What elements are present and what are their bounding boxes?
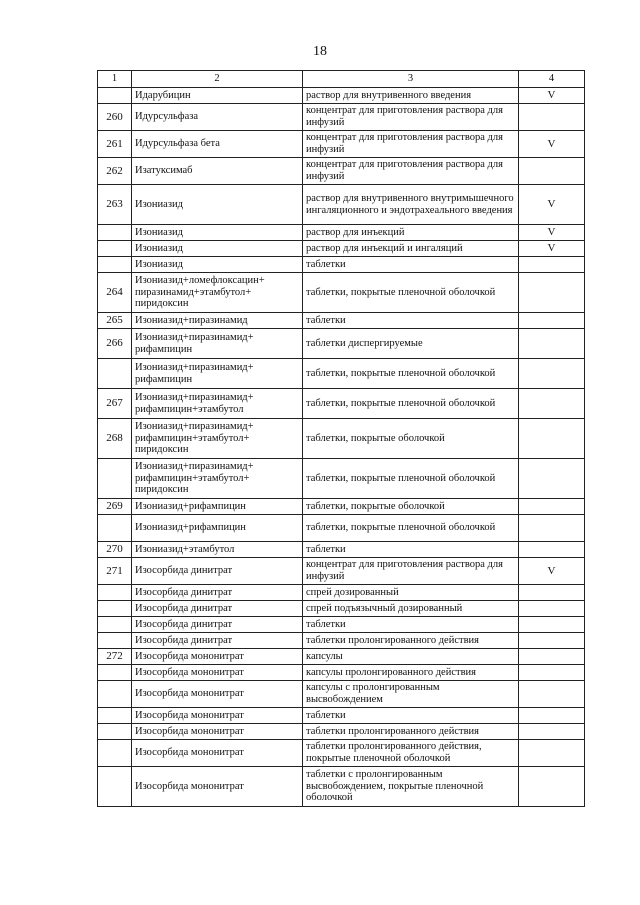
dosage-form: таблетки диспергируемые: [303, 329, 519, 359]
table-row: [98, 419, 585, 459]
drug-name: Идурсульфаза бета: [132, 131, 303, 158]
drug-name: Изониазид+рифампицин: [132, 515, 303, 542]
table-row: [98, 515, 585, 542]
dosage-form: таблетки: [303, 313, 519, 329]
table-row: [98, 649, 585, 665]
page-number: 18: [313, 44, 327, 59]
row-number: 260: [98, 104, 132, 131]
dosage-form: таблетки пролонгированного действия, покрытые пленочной оболочкой: [303, 740, 519, 767]
vital-mark: [519, 724, 585, 740]
row-number: [98, 88, 132, 104]
vital-mark: [519, 681, 585, 708]
table-row: [98, 585, 585, 601]
row-number: 266: [98, 329, 132, 359]
drug-name: Изониазид: [132, 241, 303, 257]
row-number: [98, 681, 132, 708]
dosage-form: капсулы пролонгированного действия: [303, 665, 519, 681]
vital-mark: [519, 542, 585, 558]
row-number: [98, 257, 132, 273]
drug-name: Изатуксимаб: [132, 158, 303, 185]
row-number: 261: [98, 131, 132, 158]
row-number: [98, 617, 132, 633]
vital-mark: V: [519, 88, 585, 104]
drug-name: Изосорбида мононитрат: [132, 649, 303, 665]
drug-name: Изониазид+пиразинамид+ рифампицин: [132, 329, 303, 359]
dosage-form: капсулы с пролонгированным высвобождением: [303, 681, 519, 708]
dosage-form: таблетки: [303, 542, 519, 558]
drug-name: Идурсульфаза: [132, 104, 303, 131]
dosage-form: спрей подъязычный дозированный: [303, 601, 519, 617]
vital-mark: [519, 313, 585, 329]
vital-mark: [519, 633, 585, 649]
vital-mark: V: [519, 131, 585, 158]
dosage-form: таблетки, покрытые пленочной оболочкой: [303, 389, 519, 419]
table-row: [98, 313, 585, 329]
dosage-form: таблетки: [303, 617, 519, 633]
table-row: [98, 185, 585, 225]
table-body: [98, 88, 585, 807]
drug-name: Изониазид+пиразинамид+ рифампицин+этамбутол+ пиридоксин: [132, 459, 303, 499]
drug-name: Изосорбида мононитрат: [132, 681, 303, 708]
vital-mark: V: [519, 185, 585, 225]
drug-name: Изониазид+пиразинамид+ рифампицин+этамбутол+ пиридоксин: [132, 419, 303, 459]
drug-name: Изосорбида мононитрат: [132, 724, 303, 740]
drug-name: Изониазид+рифампицин: [132, 499, 303, 515]
vital-mark: [519, 257, 585, 273]
table-row: [98, 740, 585, 767]
row-number: 271: [98, 558, 132, 585]
row-number: [98, 724, 132, 740]
table-row: [98, 633, 585, 649]
table-row: [98, 724, 585, 740]
table-row: [98, 241, 585, 257]
row-number: 263: [98, 185, 132, 225]
vital-mark: [519, 585, 585, 601]
vital-mark: [519, 601, 585, 617]
table-row: [98, 359, 585, 389]
drug-name: Изосорбида динитрат: [132, 601, 303, 617]
drug-name: Изониазид+пиразинамид: [132, 313, 303, 329]
dosage-form: таблетки: [303, 708, 519, 724]
drug-name: Изониазид: [132, 185, 303, 225]
drug-name: Изосорбида динитрат: [132, 585, 303, 601]
drug-name: Изосорбида мононитрат: [132, 740, 303, 767]
dosage-form: концентрат для приготовления раствора для инфузий: [303, 558, 519, 585]
dosage-form: таблетки, покрытые пленочной оболочкой: [303, 515, 519, 542]
dosage-form: концентрат для приготовления раствора для инфузий: [303, 131, 519, 158]
vital-mark: [519, 329, 585, 359]
vital-mark: [519, 359, 585, 389]
table-row: [98, 558, 585, 585]
vital-mark: [519, 649, 585, 665]
table-row: [98, 257, 585, 273]
vital-mark: [519, 499, 585, 515]
drug-name: Изосорбида мононитрат: [132, 767, 303, 807]
dosage-form: раствор для внутривенного внутримышечного ингаляционного и эндотрахеального введения: [303, 185, 519, 225]
table-row: [98, 158, 585, 185]
table-row: [98, 131, 585, 158]
vital-mark: [519, 740, 585, 767]
drug-name: Изосорбида мононитрат: [132, 708, 303, 724]
dosage-form: капсулы: [303, 649, 519, 665]
dosage-form: таблетки, покрытые пленочной оболочкой: [303, 273, 519, 313]
dosage-form: таблетки: [303, 257, 519, 273]
header-col-4: 4: [519, 71, 585, 88]
row-number: [98, 515, 132, 542]
drug-name: Изониазид+пиразинамид+ рифампицин: [132, 359, 303, 389]
dosage-form: таблетки, покрытые пленочной оболочкой: [303, 459, 519, 499]
vital-mark: [519, 389, 585, 419]
drug-table: [97, 70, 585, 807]
dosage-form: таблетки, покрытые оболочкой: [303, 499, 519, 515]
header-col-3: 3: [303, 71, 519, 88]
vital-mark: [519, 158, 585, 185]
dosage-form: концентрат для приготовления раствора для инфузий: [303, 104, 519, 131]
table-row: [98, 542, 585, 558]
table-row: [98, 767, 585, 807]
table-row: [98, 225, 585, 241]
row-number: 265: [98, 313, 132, 329]
table-row: [98, 499, 585, 515]
row-number: 267: [98, 389, 132, 419]
table-row: [98, 88, 585, 104]
header-col-2: 2: [132, 71, 303, 88]
vital-mark: [519, 665, 585, 681]
row-number: [98, 767, 132, 807]
dosage-form: раствор для внутривенного введения: [303, 88, 519, 104]
drug-name: Изосорбида динитрат: [132, 617, 303, 633]
row-number: [98, 241, 132, 257]
row-number: [98, 225, 132, 241]
vital-mark: [519, 617, 585, 633]
vital-mark: [519, 459, 585, 499]
row-number: [98, 665, 132, 681]
row-number: [98, 708, 132, 724]
row-number: 272: [98, 649, 132, 665]
row-number: 270: [98, 542, 132, 558]
table-row: [98, 708, 585, 724]
dosage-form: таблетки с пролонгированным высвобождением, покрытые пленочной оболочкой: [303, 767, 519, 807]
dosage-form: раствор для инъекций: [303, 225, 519, 241]
dosage-form: раствор для инъекций и ингаляций: [303, 241, 519, 257]
table-row: [98, 459, 585, 499]
dosage-form: таблетки, покрытые оболочкой: [303, 419, 519, 459]
header-row: [98, 71, 585, 88]
row-number: 268: [98, 419, 132, 459]
table-row: [98, 681, 585, 708]
table-row: [98, 389, 585, 419]
drug-name: Изониазид+пиразинамид+ рифампицин+этамбутол: [132, 389, 303, 419]
row-number: 269: [98, 499, 132, 515]
table-row: [98, 273, 585, 313]
vital-mark: V: [519, 241, 585, 257]
vital-mark: V: [519, 558, 585, 585]
vital-mark: [519, 767, 585, 807]
table-row: [98, 617, 585, 633]
dosage-form: таблетки, покрытые пленочной оболочкой: [303, 359, 519, 389]
dosage-form: спрей дозированный: [303, 585, 519, 601]
table-row: [98, 665, 585, 681]
drug-name: Изониазид: [132, 225, 303, 241]
row-number: [98, 633, 132, 649]
vital-mark: [519, 273, 585, 313]
drug-name: Изониазид+ломефлоксацин+ пиразинамид+этамбутол+ пиридоксин: [132, 273, 303, 313]
vital-mark: [519, 104, 585, 131]
table-row: [98, 104, 585, 131]
dosage-form: таблетки пролонгированного действия: [303, 633, 519, 649]
table-row: [98, 329, 585, 359]
row-number: [98, 601, 132, 617]
row-number: [98, 740, 132, 767]
vital-mark: [519, 515, 585, 542]
row-number: [98, 459, 132, 499]
drug-name: Изосорбида динитрат: [132, 558, 303, 585]
vital-mark: [519, 419, 585, 459]
drug-name: Изониазид: [132, 257, 303, 273]
drug-name: Идарубицин: [132, 88, 303, 104]
table-row: [98, 601, 585, 617]
row-number: [98, 585, 132, 601]
vital-mark: V: [519, 225, 585, 241]
drug-name: Изосорбида мононитрат: [132, 665, 303, 681]
row-number: [98, 359, 132, 389]
header-col-1: 1: [98, 71, 132, 88]
dosage-form: концентрат для приготовления раствора для инфузий: [303, 158, 519, 185]
vital-mark: [519, 708, 585, 724]
row-number: 262: [98, 158, 132, 185]
drug-name: Изосорбида динитрат: [132, 633, 303, 649]
row-number: 264: [98, 273, 132, 313]
dosage-form: таблетки пролонгированного действия: [303, 724, 519, 740]
drug-name: Изониазид+этамбутол: [132, 542, 303, 558]
